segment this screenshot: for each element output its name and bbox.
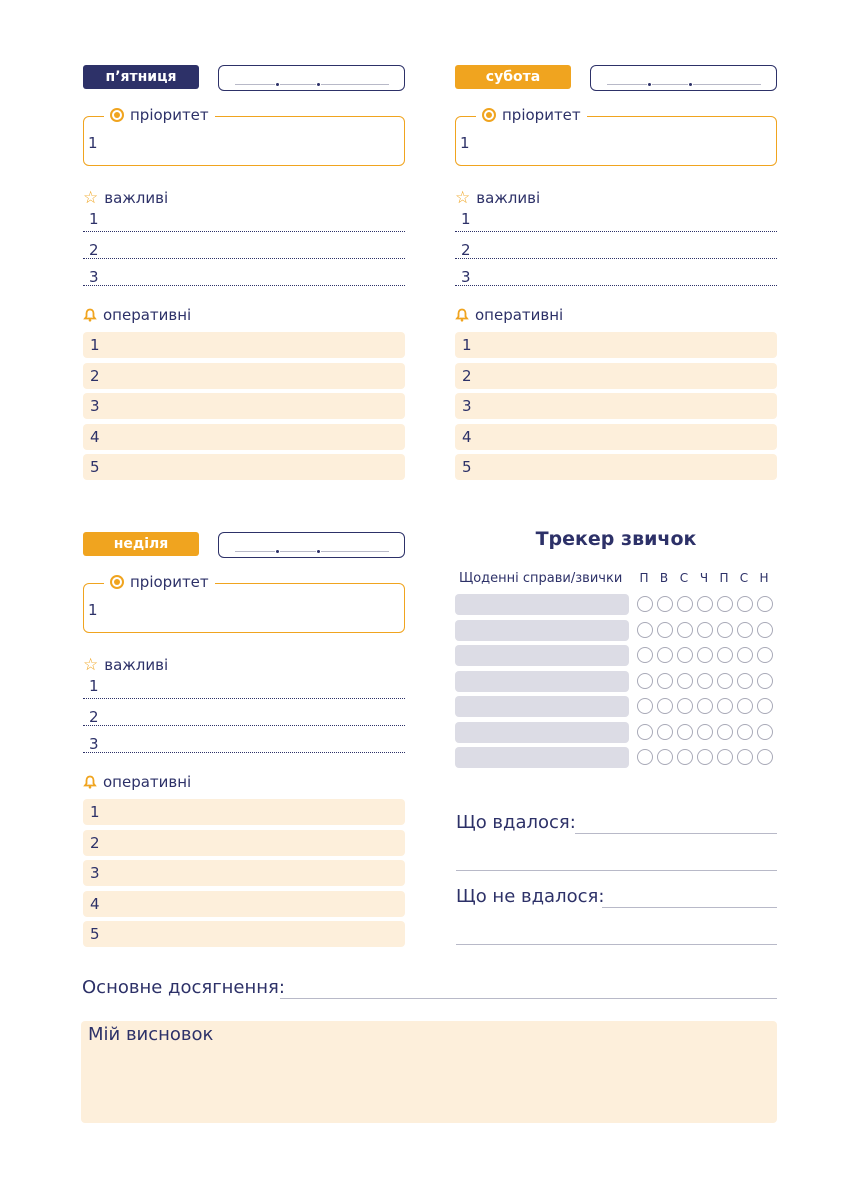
operative-label: оперативні [103, 773, 192, 791]
date-field[interactable] [590, 65, 777, 91]
important-number: 1 [89, 210, 99, 228]
failed-label: Що не вдалося: [456, 886, 605, 907]
habit-day-checkbox[interactable] [657, 698, 673, 714]
habit-day-checkbox[interactable] [737, 673, 753, 689]
important-list [83, 205, 405, 286]
tracker-row [455, 747, 777, 768]
habit-day-checkbox[interactable] [757, 724, 773, 740]
failed-line[interactable] [602, 907, 777, 908]
tracker-row [455, 696, 777, 717]
star-icon: ☆ [83, 187, 99, 208]
operative-row[interactable]: 3 [83, 860, 405, 886]
important-row[interactable] [83, 232, 405, 259]
habit-day-checkbox[interactable] [757, 596, 773, 612]
tracker-row [455, 620, 777, 641]
habit-day-checkbox[interactable] [637, 622, 653, 638]
priority-number: 1 [460, 134, 470, 152]
habit-day-checkbox[interactable] [737, 724, 753, 740]
operative-list [83, 799, 405, 952]
important-row[interactable] [455, 205, 777, 232]
tracker-day-label: Ч [699, 571, 709, 585]
habit-day-checkbox[interactable] [737, 698, 753, 714]
priority-label: пріоритет [130, 106, 209, 124]
important-row[interactable] [83, 726, 405, 753]
habit-day-checkbox[interactable] [757, 749, 773, 765]
habit-input[interactable] [455, 696, 629, 717]
habit-day-checkbox[interactable] [717, 749, 733, 765]
important-label: важливі [104, 189, 169, 207]
habit-day-checkbox[interactable] [657, 647, 673, 663]
habit-day-checkbox[interactable] [717, 622, 733, 638]
priority-number: 1 [88, 601, 98, 619]
bell-icon [83, 308, 97, 322]
habit-day-checkbox[interactable] [657, 673, 673, 689]
tracker-row [455, 594, 777, 615]
operative-row[interactable]: 2 [83, 830, 405, 856]
habit-day-checkbox[interactable] [757, 647, 773, 663]
operative-row[interactable]: 3 [83, 393, 405, 419]
habit-day-checkbox[interactable] [737, 647, 753, 663]
habit-day-checkbox[interactable] [697, 673, 713, 689]
important-row[interactable] [83, 699, 405, 726]
habit-day-checkbox[interactable] [657, 724, 673, 740]
habit-day-checkbox[interactable] [717, 724, 733, 740]
day-badge: неділя [83, 532, 199, 556]
priority-box[interactable] [83, 106, 405, 166]
habit-day-checkbox[interactable] [677, 596, 693, 612]
habit-day-checkbox[interactable] [637, 698, 653, 714]
habit-day-checkbox[interactable] [757, 698, 773, 714]
operative-row[interactable]: 4 [455, 424, 777, 450]
priority-legend [104, 573, 215, 591]
priority-box[interactable] [455, 106, 777, 166]
important-label: важливі [104, 656, 169, 674]
habit-day-checkbox[interactable] [637, 749, 653, 765]
conclusion-box[interactable] [81, 1021, 777, 1123]
habit-day-checkbox[interactable] [637, 724, 653, 740]
conclusion-label: Мій висновок [88, 1024, 214, 1045]
priority-label: пріоритет [502, 106, 581, 124]
habit-day-checkbox[interactable] [637, 647, 653, 663]
habit-day-checkbox[interactable] [637, 596, 653, 612]
habit-input[interactable] [455, 671, 629, 692]
day-sunday [83, 532, 405, 952]
habit-day-checkbox[interactable] [737, 596, 753, 612]
habit-input[interactable] [455, 722, 629, 743]
habit-day-checkbox[interactable] [757, 673, 773, 689]
habit-input[interactable] [455, 747, 629, 768]
operative-label: оперативні [475, 306, 564, 324]
habit-day-checkbox[interactable] [697, 596, 713, 612]
habit-day-checkbox[interactable] [677, 647, 693, 663]
tracker-column-label: Щоденні справи/звички [459, 571, 623, 586]
star-icon: ☆ [455, 187, 471, 208]
operative-row[interactable]: 1 [83, 799, 405, 825]
operative-row[interactable]: 1 [83, 332, 405, 358]
tracker-day-label: С [739, 571, 749, 585]
operative-row[interactable]: 5 [455, 454, 777, 480]
important-number: 2 [461, 241, 471, 259]
tracker-row [455, 722, 777, 743]
habit-day-checkbox[interactable] [697, 647, 713, 663]
operative-row[interactable]: 3 [455, 393, 777, 419]
succeeded-line[interactable] [575, 833, 777, 834]
star-icon: ☆ [83, 654, 99, 675]
habit-day-checkbox[interactable] [717, 596, 733, 612]
habit-input[interactable] [455, 594, 629, 615]
main-achievement-line[interactable] [280, 998, 777, 999]
tracker-day-label: В [659, 571, 669, 585]
important-number: 2 [89, 241, 99, 259]
operative-label: оперативні [103, 306, 192, 324]
priority-box[interactable] [83, 573, 405, 633]
operative-list [83, 332, 405, 485]
bell-icon [83, 775, 97, 789]
tracker-day-label: П [639, 571, 649, 585]
important-row[interactable] [455, 259, 777, 286]
habit-day-checkbox[interactable] [697, 724, 713, 740]
important-number: 1 [461, 210, 471, 228]
habit-day-checkbox[interactable] [677, 749, 693, 765]
target-icon [110, 108, 124, 122]
succeeded-line-2[interactable] [456, 870, 777, 871]
habit-day-checkbox[interactable] [697, 622, 713, 638]
habit-day-checkbox[interactable] [717, 698, 733, 714]
habit-tracker [455, 528, 777, 778]
date-field[interactable] [218, 65, 405, 91]
operative-row[interactable]: 4 [83, 891, 405, 917]
important-number: 3 [461, 268, 471, 286]
important-number: 2 [89, 708, 99, 726]
habit-input[interactable] [455, 620, 629, 641]
operative-row[interactable]: 5 [83, 454, 405, 480]
important-label: важливі [476, 189, 541, 207]
priority-label: пріоритет [130, 573, 209, 591]
habit-day-checkbox[interactable] [697, 698, 713, 714]
failed-line-2[interactable] [456, 944, 777, 945]
habit-day-checkbox[interactable] [657, 596, 673, 612]
habit-day-checkbox[interactable] [717, 673, 733, 689]
operative-row[interactable]: 2 [83, 363, 405, 389]
habit-day-checkbox[interactable] [717, 647, 733, 663]
priority-number: 1 [88, 134, 98, 152]
day-badge: п’ятниця [83, 65, 199, 89]
habit-day-checkbox[interactable] [677, 698, 693, 714]
target-icon [110, 575, 124, 589]
important-number: 1 [89, 677, 99, 695]
operative-row[interactable]: 1 [455, 332, 777, 358]
operative-title [83, 306, 191, 324]
day-header [455, 65, 777, 93]
tracker-day-label: С [679, 571, 689, 585]
operative-list [455, 332, 777, 485]
important-number: 3 [89, 268, 99, 286]
day-header [83, 65, 405, 93]
day-friday [83, 65, 405, 485]
priority-legend [476, 106, 587, 124]
important-row[interactable] [455, 232, 777, 259]
habit-day-checkbox[interactable] [697, 749, 713, 765]
operative-title [83, 773, 191, 791]
habit-day-checkbox[interactable] [757, 622, 773, 638]
important-number: 3 [89, 735, 99, 753]
date-field[interactable] [218, 532, 405, 558]
habit-day-checkbox[interactable] [677, 622, 693, 638]
habit-day-checkbox[interactable] [657, 749, 673, 765]
important-list [83, 672, 405, 753]
target-icon [482, 108, 496, 122]
operative-title [455, 306, 563, 324]
tracker-row [455, 645, 777, 666]
tracker-header [455, 569, 777, 589]
habit-day-checkbox[interactable] [737, 749, 753, 765]
important-row[interactable] [83, 205, 405, 232]
tracker-title: Трекер звичок [535, 528, 697, 550]
habit-day-checkbox[interactable] [657, 622, 673, 638]
habit-day-checkbox[interactable] [737, 622, 753, 638]
tracker-day-label: П [719, 571, 729, 585]
important-list [455, 205, 777, 286]
day-badge: субота [455, 65, 571, 89]
succeeded-label: Що вдалося: [456, 812, 576, 833]
habit-day-checkbox[interactable] [677, 673, 693, 689]
main-achievement-label: Основне досягнення: [82, 977, 285, 998]
tracker-row [455, 671, 777, 692]
important-row[interactable] [83, 672, 405, 699]
habit-day-checkbox[interactable] [637, 673, 653, 689]
operative-row[interactable]: 4 [83, 424, 405, 450]
tracker-day-label: Н [759, 571, 769, 585]
bell-icon [455, 308, 469, 322]
day-saturday [455, 65, 777, 485]
habit-day-checkbox[interactable] [677, 724, 693, 740]
day-header [83, 532, 405, 560]
operative-row[interactable]: 5 [83, 921, 405, 947]
habit-input[interactable] [455, 645, 629, 666]
operative-row[interactable]: 2 [455, 363, 777, 389]
important-row[interactable] [83, 259, 405, 286]
priority-legend [104, 106, 215, 124]
